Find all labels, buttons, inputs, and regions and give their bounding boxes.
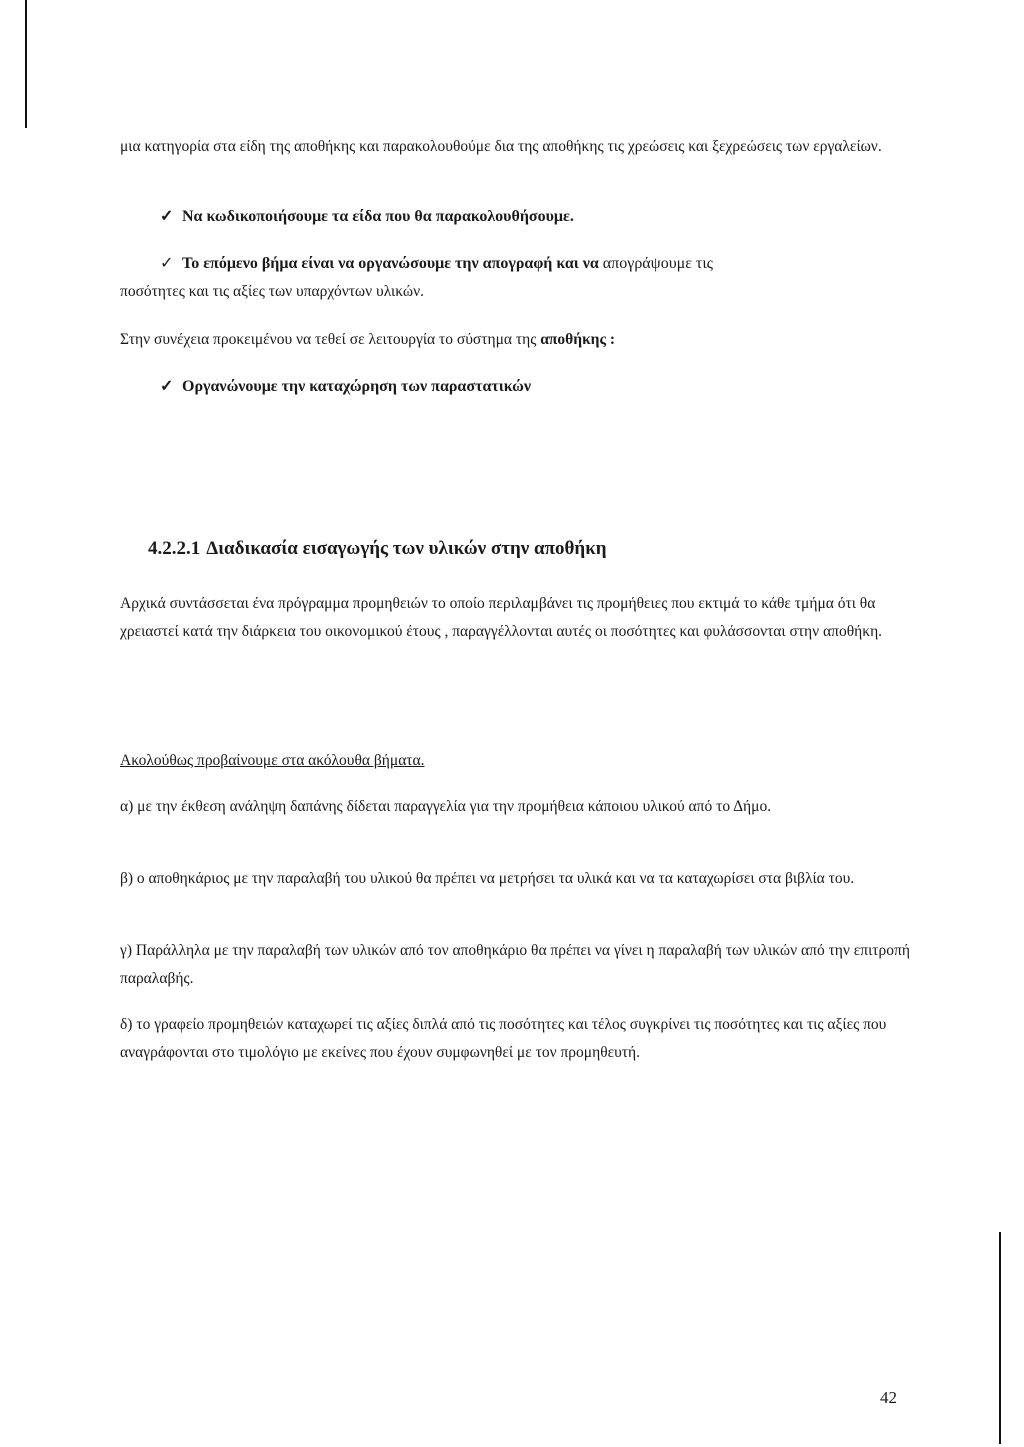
section-heading (148, 535, 607, 563)
checklist-item-encode: ✓ Να κωδικοποιήσουμε τα είδα που θα παρακολουθήσουμε. (160, 203, 574, 231)
checklist-item-documents: ✓ Οργανώνουμε την καταχώρηση των παραστατικών (160, 373, 531, 401)
step-d: δ) το γραφείο προμηθειών καταχωρεί τις αξίες διπλά από τις ποσότητες και τέλος συγκρίνει τις ποσότητες και τις αξίες που αναγράφονται στο τιμολόγιο με εκείνες που έχουν συμφωνηθεί με τον προμηθευτή. (120, 1016, 887, 1061)
body-paragraph: Αρχικά συντάσσεται ένα πρόγραμμα προμηθειών το οποίο περιλαμβάνει τις προμήθειες που εκτιμά το κάθε τμήμα ότι θα χρειαστεί κατά την διάρκεια του οικονομικού έτους , παραγγέλλονται αυτές οι ποσότητες και φυλάσσονται στην αποθήκη. (120, 595, 883, 640)
scan-edge-left (25, 0, 27, 128)
checklist-item-inventory: ✓ Το επόμενο βήμα είναι να οργανώσουμε την απογραφή και να απογράψουμε τις (160, 250, 713, 278)
intro-paragraph: μια κατηγορία στα είδη της αποθήκης και παρακολουθούμε δια της αποθήκης τις χρεώσεις και ξεχρεώσεις των εργαλείων. (120, 138, 882, 155)
check-mark-icon: ✓ (160, 208, 174, 225)
step-b: β) ο αποθηκάριος με την παραλαβή του υλικού θα πρέπει να μετρήσει τα υλικά και να τα καταχωρίσει στα βιβλία του. (120, 870, 855, 887)
steps-title: Ακολούθως προβαίνουμε στα ακόλουθα βήματα. (120, 752, 425, 769)
checklist-item-inventory-line2: ποσότητες και τις αξίες των υπαρχόντων υλικών. (120, 283, 424, 300)
check-mark-icon: ✓ (160, 255, 174, 272)
check-mark-icon: ✓ (160, 378, 174, 395)
section-number: 4.2.2.1 (148, 538, 201, 559)
section-title: Διαδικασία εισαγωγής των υλικών στην αποθήκη (206, 538, 607, 559)
page-number: 42 (880, 1388, 897, 1407)
step-c: γ) Παράλληλα με την παραλαβή των υλικών από τον αποθηκάριο θα πρέπει να γίνει η παραλαβή των υλικών από την επιτροπή παραλαβής. (120, 942, 910, 987)
next-step-paragraph: Στην συνέχεια προκειμένου να τεθεί σε λειτουργία το σύστημα της αποθήκης : (120, 331, 616, 348)
scan-edge-right (999, 1232, 1001, 1444)
step-a: α) με την έκθεση ανάληψη δαπάνης δίδεται παραγγελία για την προμήθεια κάποιου υλικού από το Δήμο. (120, 798, 772, 815)
